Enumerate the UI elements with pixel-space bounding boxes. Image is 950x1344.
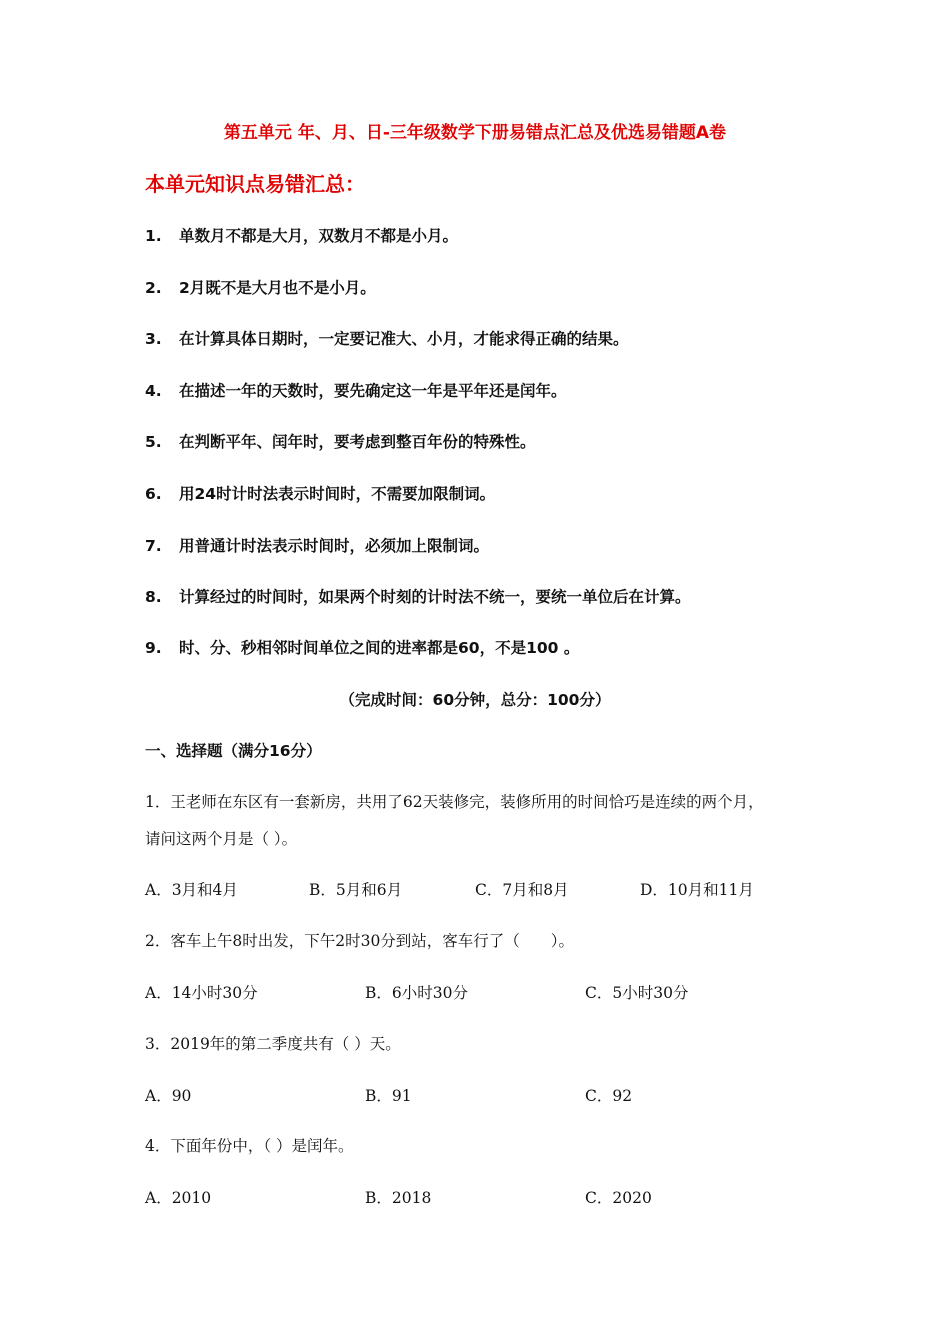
point-number: 1. (145, 227, 162, 245)
error-point (145, 482, 495, 504)
part-heading: 一、选择题（满分16分） (145, 742, 322, 760)
point-number: 7. (145, 537, 162, 555)
error-point (145, 585, 691, 607)
point-text: 用普通计时法表示时间时，必须加上限制词。 (179, 537, 490, 555)
option-b: B．6小时30分 (365, 984, 468, 1002)
point-text: 在描述一年的天数时，要先确定这一年是平年还是闰年。 (179, 382, 567, 400)
error-point (145, 534, 489, 556)
point-number: 4. (145, 382, 162, 400)
point-number: 2. (145, 279, 162, 297)
option-b: B．5月和6月 (309, 881, 403, 899)
point-number: 9. (145, 639, 162, 657)
option-d: D．10月和11月 (640, 881, 754, 899)
point-text: 时、分、秒相邻时间单位之间的进率都是60，不是100 。 (179, 639, 580, 657)
option-c: C．2020 (585, 1189, 652, 1207)
question-text: 3．2019年的第二季度共有（ ）天。 (145, 1035, 401, 1053)
section-heading: 本单元知识点易错汇总： (145, 172, 365, 196)
question-text-continued: 请问这两个月是（ ）。 (145, 830, 298, 848)
point-number: 8. (145, 588, 162, 606)
error-point (145, 430, 536, 452)
point-text: 用24时计时法表示时间时，不需要加限制词。 (179, 485, 496, 503)
error-point (145, 379, 567, 401)
option-b: B．2018 (365, 1189, 432, 1207)
point-text: 单数月不都是大月，双数月不都是小月。 (179, 227, 459, 245)
point-text: 在计算具体日期时，一定要记准大、小月，才能求得正确的结果。 (179, 330, 629, 348)
question-text: 4．下面年份中，（ ）是闰年。 (145, 1137, 354, 1155)
document-title: 第五单元 年、月、日-三年级数学下册易错点汇总及优选易错题A卷 (223, 123, 727, 143)
option-a: A．90 (145, 1087, 192, 1105)
option-a: A．14小时30分 (145, 984, 258, 1002)
question-text: 1．王老师在东区有一套新房，共用了62天装修完，装修所用的时间恰巧是连续的两个月， (145, 793, 764, 811)
option-c: C．92 (585, 1087, 633, 1105)
question-text: 2．客车上午8时出发，下午2时30分到站，客车行了（ ）。 (145, 932, 575, 950)
option-b: B．91 (365, 1087, 412, 1105)
option-a: A．2010 (145, 1189, 212, 1207)
error-point (145, 636, 579, 658)
option-a: A．3月和4月 (145, 881, 238, 899)
error-point (145, 224, 458, 246)
option-c: C．5小时30分 (585, 984, 689, 1002)
point-number: 3. (145, 330, 162, 348)
time-note: （完成时间：60分钟，总分：100分） (339, 691, 611, 709)
option-c: C．7月和8月 (475, 881, 569, 899)
point-text: 计算经过的时间时，如果两个时刻的计时法不统一，要统一单位后在计算。 (179, 588, 691, 606)
error-point (145, 327, 629, 349)
error-point (145, 276, 376, 298)
point-text: 在判断平年、闰年时，要考虑到整百年份的特殊性。 (179, 433, 536, 451)
point-number: 5. (145, 433, 162, 451)
point-number: 6. (145, 485, 162, 503)
point-text: 2月既不是大月也不是小月。 (179, 279, 376, 297)
